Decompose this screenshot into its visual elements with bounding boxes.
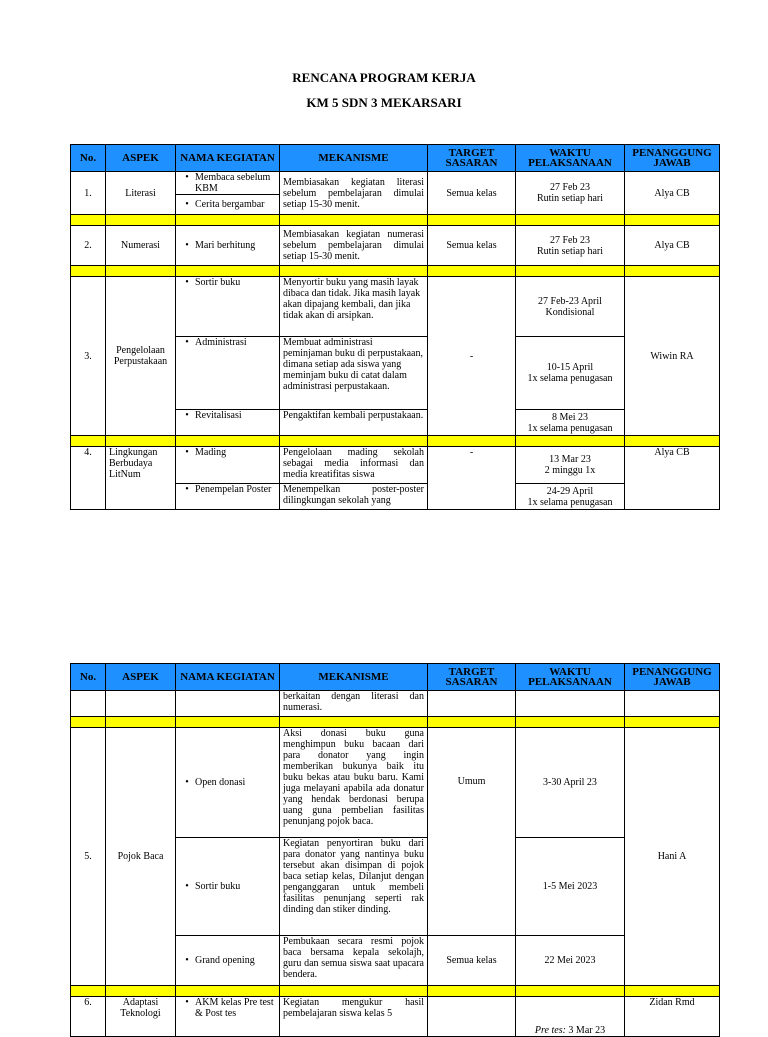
bullet-icon: • xyxy=(185,277,189,288)
activity-cell: • Sortir buku xyxy=(176,838,280,936)
header-nama-kegiatan: NAMA KEGIATAN xyxy=(176,145,280,172)
separator-row xyxy=(71,986,720,997)
row-number: 6. xyxy=(71,997,106,1037)
responsible-cell: Hani A xyxy=(625,728,720,986)
responsible-cell: Alya CB xyxy=(625,172,720,215)
row-number: 1. xyxy=(71,172,106,215)
table-row xyxy=(71,172,720,195)
header-no: No. xyxy=(71,664,106,691)
aspect-cell: Adaptasi Teknologi xyxy=(106,997,176,1037)
activity-cell: • AKM kelas Pre test & Post tes xyxy=(176,997,280,1037)
schedule-cell: 22 Mei 2023 xyxy=(516,936,625,986)
target-cell: - xyxy=(428,277,516,436)
row-number: 4. xyxy=(71,447,106,510)
separator-row xyxy=(71,215,720,226)
schedule-cell: 24-29 April 1x selama penugasan xyxy=(516,484,625,510)
schedule-cell: 8 Mei 23 1x selama penugasan xyxy=(516,410,625,436)
target-cell: Semua kelas xyxy=(428,936,516,986)
activity-cell: • Revitalisasi xyxy=(176,410,280,436)
header-mekanisme: MEKANISME xyxy=(280,664,428,691)
program-table-page-1 xyxy=(70,144,720,510)
bullet-icon: • xyxy=(185,881,189,892)
table-row xyxy=(71,728,720,838)
header-penanggung-jawab: PENANGGUNG JAWAB xyxy=(625,664,720,691)
header-waktu: WAKTU PELAKSANAAN xyxy=(516,145,625,172)
document-title: RENCANA PROGRAM KERJA xyxy=(292,70,476,85)
activity-cell: • Mading xyxy=(176,447,280,484)
bullet-icon: • xyxy=(185,777,189,788)
schedule-cell: 1-5 Mei 2023 xyxy=(516,838,625,936)
aspect-cell: Numerasi xyxy=(106,226,176,266)
bullet-icon: • xyxy=(185,172,189,183)
schedule-cell: 13 Mar 23 2 minggu 1x xyxy=(516,447,625,484)
mechanism-cell: Membiasakan kegiatan literasi sebelum pembelajaran dimulai setiap 15-30 menit. xyxy=(280,172,428,215)
activity-cell: • Grand opening xyxy=(176,936,280,986)
aspect-cell: Pojok Baca xyxy=(106,728,176,986)
schedule-cell: Pre tes: 3 Mar 23 xyxy=(516,997,625,1037)
bullet-icon: • xyxy=(185,447,189,458)
mechanism-cell: Membiasakan kegiatan numerasi sebelum pembelajaran dimulai setiap 15-30 menit. xyxy=(280,226,428,266)
header-penanggung-jawab: PENANGGUNG JAWAB xyxy=(625,145,720,172)
activity-cell: • Administrasi xyxy=(176,337,280,410)
target-cell: Semua kelas xyxy=(428,172,516,215)
schedule-cell: 3-30 April 23 xyxy=(516,728,625,838)
header-aspek: ASPEK xyxy=(106,664,176,691)
mechanism-cell: berkaitan dengan literasi dan numerasi. xyxy=(280,691,428,717)
target-cell: Umum xyxy=(428,728,516,936)
activity-cell: • Mari berhitung xyxy=(176,226,280,266)
activity-cell: • Membaca sebelum KBM xyxy=(176,172,280,195)
mechanism-cell: Menyortir buku yang masih layak dibaca dan tidak. Jika masih layak akan dipajang kembali, dan jika tidak akan di arsipkan. xyxy=(280,277,428,337)
mechanism-cell: Kegiatan penyortiran buku dari para donator yang nantinya buku tersebut akan disimpan di pojok baca setiap kelas, Dilanjut dengan penganggaran untuk membeli fasilitas penunjang seperti rak dinding dan stiker dinding. xyxy=(280,838,428,936)
responsible-cell: Zidan Rmd xyxy=(625,997,720,1037)
separator-row xyxy=(71,266,720,277)
schedule-cell: 10-15 April 1x selama penugasan xyxy=(516,337,625,410)
bullet-icon: • xyxy=(185,199,189,210)
table-row xyxy=(71,226,720,266)
aspect-cell: Pengelolaan Perpustakaan xyxy=(106,277,176,436)
responsible-cell: Wiwin RA xyxy=(625,277,720,436)
header-waktu: WAKTU PELAKSANAAN xyxy=(516,664,625,691)
target-cell: - xyxy=(428,447,516,510)
aspect-cell: Lingkungan Berbudaya LitNum xyxy=(106,447,176,510)
mechanism-cell: Pembukaan secara resmi pojok baca bersama kepala sekolajh, guru dan semua siswa saat upacara bendera. xyxy=(280,936,428,986)
mechanism-cell: Menempelkan poster-poster dilingkungan sekolah yang xyxy=(280,484,428,510)
header-target: TARGET SASARAN xyxy=(428,145,516,172)
table-row xyxy=(71,997,720,1037)
activity-cell: • Open donasi xyxy=(176,728,280,838)
table-row xyxy=(71,447,720,484)
header-target: TARGET SASARAN xyxy=(428,664,516,691)
schedule-cell: 27 Feb-23 April Kondisional xyxy=(516,277,625,337)
target-cell: Semua kelas xyxy=(428,226,516,266)
aspect-cell: Literasi xyxy=(106,172,176,215)
row-number: 5. xyxy=(71,728,106,986)
responsible-cell: Alya CB xyxy=(625,226,720,266)
bullet-icon: • xyxy=(185,410,189,421)
row-number: 2. xyxy=(71,226,106,266)
table-row xyxy=(71,691,720,717)
bullet-icon: • xyxy=(185,997,189,1008)
schedule-cell: 27 Feb 23 Rutin setiap hari xyxy=(516,226,625,266)
header-no: No. xyxy=(71,145,106,172)
mechanism-cell: Aksi donasi buku guna menghimpun buku bacaan dari para donator yang ingin memberikan bukunya baik itu buku bekas atau buku baru. Kami juga melayani apabila ada donatur yang hendak berdonasi berupa uang guna pembelian fasilitas penunjang pojok baca. xyxy=(280,728,428,838)
responsible-cell: Alya CB xyxy=(625,447,720,510)
mechanism-cell: Pengelolaan mading sekolah sebagai media informasi dan media kreatifitas siswa xyxy=(280,447,428,484)
header-nama-kegiatan: NAMA KEGIATAN xyxy=(176,664,280,691)
row-number: 3. xyxy=(71,277,106,436)
schedule-cell: 27 Feb 23 Rutin setiap hari xyxy=(516,172,625,215)
mechanism-cell: Membuat administrasi peminjaman buku di perpustakaan, dimana setiap ada siswa yang meminjam buku di catat dalam administrasi perpustakaan. xyxy=(280,337,428,410)
header-mekanisme: MEKANISME xyxy=(280,145,428,172)
bullet-icon: • xyxy=(185,240,189,251)
header-row xyxy=(71,145,720,172)
bullet-icon: • xyxy=(185,337,189,348)
header-aspek: ASPEK xyxy=(106,145,176,172)
activity-cell: • Cerita bergambar xyxy=(176,195,280,215)
header-row xyxy=(71,664,720,691)
mechanism-cell: Pengaktifan kembali perpustakaan. xyxy=(280,410,428,436)
separator-row xyxy=(71,436,720,447)
table-row xyxy=(71,277,720,337)
document-subtitle: KM 5 SDN 3 MEKARSARI xyxy=(306,95,462,110)
bullet-icon: • xyxy=(185,484,189,495)
separator-row xyxy=(71,717,720,728)
activity-cell: • Penempelan Poster xyxy=(176,484,280,510)
bullet-icon: • xyxy=(185,955,189,966)
mechanism-cell: Kegiatan mengukur hasil pembelajaran siswa kelas 5 xyxy=(280,997,428,1037)
activity-cell: • Sortir buku xyxy=(176,277,280,337)
program-table-page-2 xyxy=(70,663,720,1037)
